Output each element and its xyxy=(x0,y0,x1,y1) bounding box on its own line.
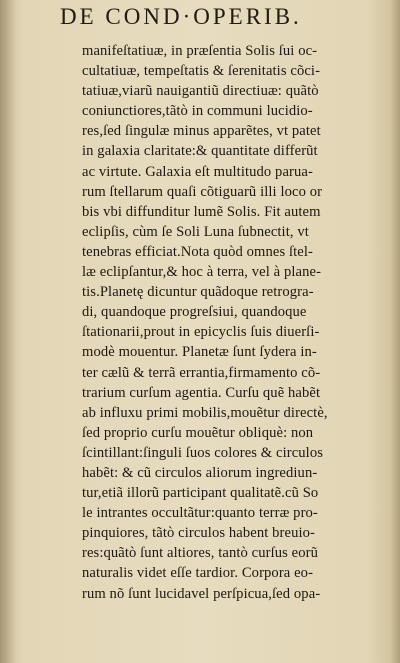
running-head: DE COND·OPERIB. xyxy=(60,4,302,29)
text-line: ac virtute. Galaxia eſt multitudo parua- xyxy=(82,163,313,180)
text-line: in galaxia claritate:& quantitate differũt xyxy=(82,143,318,160)
text-line: tatiuæ,viarũ nauigantiũ directiuæ: quãtò xyxy=(82,83,319,100)
text-line: tur,etiã illorũ participant qualitatẽ.cũ So xyxy=(82,485,319,502)
text-line: ſcintillant:ſinguli ſuos colores & circulos xyxy=(82,444,324,461)
text-line: læ eclipſantur,& hoc à terra, vel à plane- xyxy=(82,264,322,281)
text-line: ter cælũ & terrã errantia,firmamento cõ- xyxy=(82,364,321,381)
text-line: cultatiuæ, tempeſtatis & ſerenitatis cõci- xyxy=(82,63,321,80)
text-line: pinquiores, tãtò circulos habent breuio- xyxy=(82,525,315,542)
text-line: rum nõ ſunt lucidavel perſpicua,ſed opa- xyxy=(82,585,321,602)
text-line: manifeſtatiuæ, in præſentia Solis ſui oc- xyxy=(82,43,318,59)
text-line: coniunctiores,tãtò in communi lucidio- xyxy=(82,103,313,120)
text-line: res,ſed ſingulæ minus apparẽtes, vt patet xyxy=(82,123,321,140)
text-line: modè mouentur. Planetæ ſunt ſydera in- xyxy=(82,344,317,361)
text-line: naturalis videt eſſe tardior. Corpora eo- xyxy=(82,565,314,582)
text-line: tenebras efficiat.Nota quòd omnes ſtel- xyxy=(82,243,313,260)
text-line: di, quandoque progreſsiui, quandoque xyxy=(82,304,307,321)
text-line: res:quãtò ſunt altiores, tantò curſus eorũ xyxy=(82,545,319,562)
text-line: eclipſis, cùm ſe Soli Luna ſubnectit, vt xyxy=(82,223,309,240)
text-line: bis vbi diffunditur lumẽ Solis. Fit autem xyxy=(82,203,321,220)
text-line: ſtationarii,prout in epicyclis ſuis diuerſi- xyxy=(82,324,320,341)
text-line: tis.Planetę dicuntur quãdoque retrogra- xyxy=(82,284,314,301)
spine-shadow xyxy=(0,0,16,663)
text-line: le intrantes occultãtur:quanto terræ pro- xyxy=(82,505,318,522)
text-line: ab influxu primi mobilis,mouẽtur directè, xyxy=(82,404,328,421)
text-line: trarium curſum agentia. Curſu quẽ habẽt xyxy=(82,384,321,401)
text-line: rum ſtellarum quaſi cõtiguarũ illi loco or xyxy=(82,183,323,200)
body-text xyxy=(82,41,392,604)
text-line: habẽt: & cũ circulos aliorum ingrediun- xyxy=(82,464,318,481)
text-line: ſed proprio curſu mouẽtur obliquè: non xyxy=(82,424,314,441)
